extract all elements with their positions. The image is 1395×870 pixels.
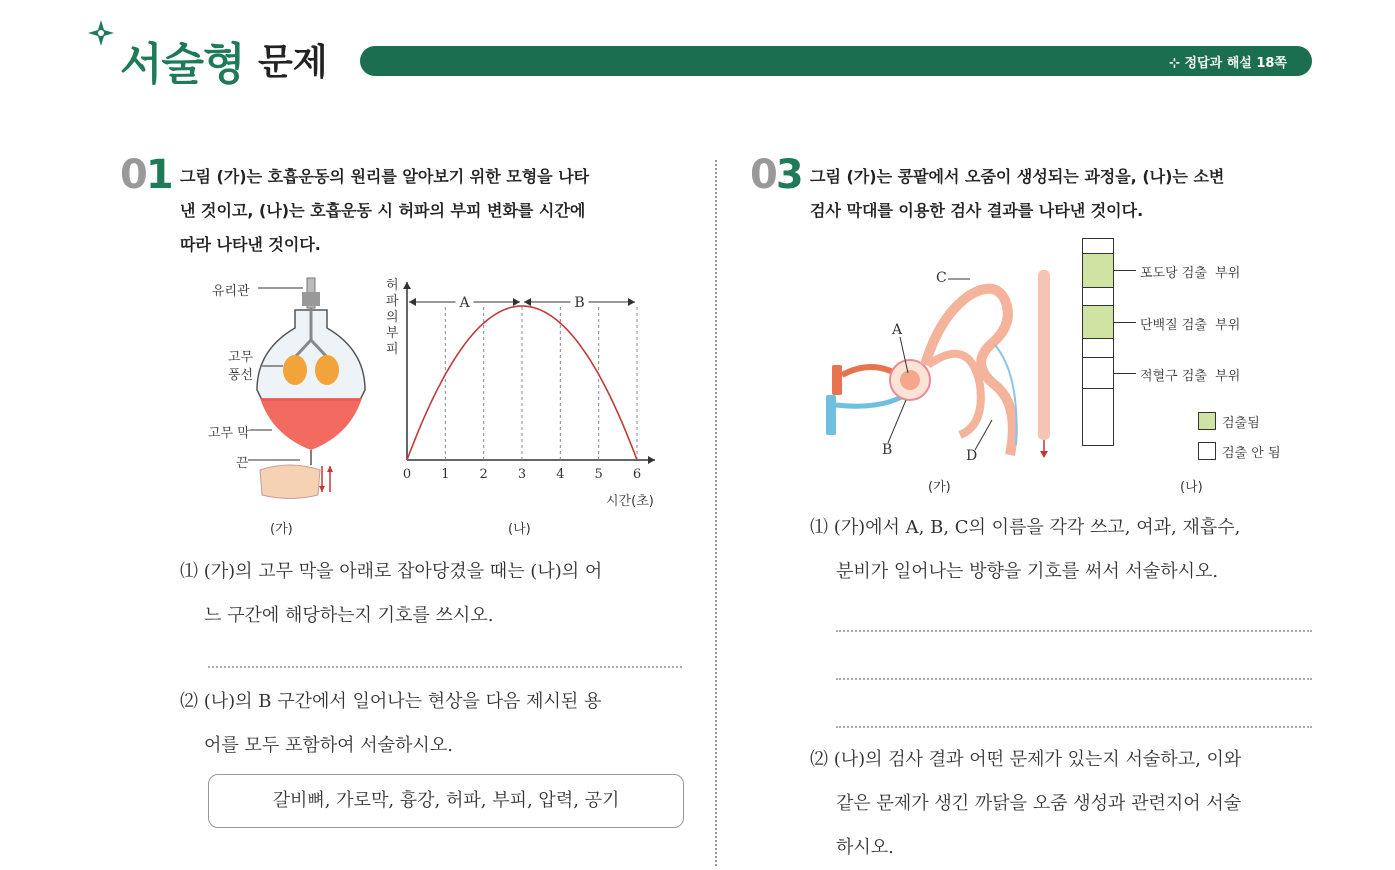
section-subtitle: 문제 [258, 34, 328, 85]
q3-subquestion-1: ⑴ (가)에서 A, B, C의 이름을 각각 쓰고, 여과, 재흡수, 분비가 일어나는 방향을 기호를 써서 서술하시오. [810, 506, 1330, 594]
label-glucose-area: 포도당 검출 부위 [1140, 262, 1240, 281]
legend-detected-swatch [1198, 412, 1216, 430]
column-divider [715, 160, 717, 866]
figure-caption-ga-3: (가) [928, 476, 951, 495]
legend-detected-label: 검출됨 [1222, 412, 1260, 431]
x-tick-label: 0 [403, 467, 411, 482]
chart-ylabel: 허파의 부피 [386, 278, 400, 358]
label-D: D [966, 448, 977, 464]
respiration-model-figure [200, 270, 370, 530]
interval-arrowhead [524, 298, 531, 306]
lung-volume-chart [380, 268, 670, 518]
lung-volume-line [407, 306, 637, 460]
label-protein-area: 단백질 검출 부위 [1140, 314, 1240, 333]
q3-subquestion-2: ⑵ (나)의 검사 결과 어떤 문제가 있는지 서술하고, 이와 같은 문제가 생긴 까닭을 오줌 생성과 관련지어 서술 하시오. [810, 738, 1330, 870]
figure-caption-na: (나) [508, 518, 531, 537]
label-rubber-membrane: 고무 막 [208, 422, 250, 441]
crosshair-icon: ⊹ [1169, 56, 1184, 71]
keyword-box: 갈비뼈, 가로막, 흉강, 허파, 부피, 압력, 공기 [208, 774, 684, 828]
label-string: 끈 [236, 452, 249, 471]
strip-pad-rbc [1083, 358, 1113, 389]
label-A: A [892, 322, 902, 338]
question-3-text: 그림 (가)는 콩팥에서 오줌이 생성되는 과정을, (나)는 소변 검사 막대를 이용한 검사 결과를 나타낸 것이다. [810, 160, 1320, 228]
interval-label: A [458, 295, 470, 311]
section-title: 서술형 [120, 28, 245, 92]
q1-subquestion-2: ⑵ (나)의 B 구간에서 일어나는 현상을 다음 제시된 용 어를 모두 포함하여 서술하시오. [180, 680, 700, 768]
legend-not-detected-label: 검출 안 됨 [1222, 442, 1281, 461]
label-balloon: 고무 풍선 [228, 349, 253, 385]
answer-line[interactable] [836, 726, 1312, 728]
interval-arrowhead [513, 298, 520, 306]
question-number-3: 03 [750, 152, 802, 198]
interval-label: B [574, 295, 584, 311]
x-axis-arrow [648, 456, 655, 464]
figure-caption-na-3: (나) [1180, 476, 1203, 495]
answer-reference: ⊹ 정답과 해설 18쪽 [1169, 52, 1287, 71]
x-tick-label: 5 [595, 467, 603, 482]
x-tick-label: 2 [480, 467, 488, 482]
question-1-text: 그림 (가)는 호흡운동의 원리를 알아보기 위한 모형을 나타 낸 것이고, (나)는 호흡운동 시 허파의 부피 변화를 시간에 따라 나타낸 것이다. [180, 160, 700, 262]
sparkle-icon [86, 18, 116, 52]
label-C: C [936, 270, 947, 286]
x-tick-label: 6 [633, 467, 641, 482]
answer-line[interactable] [208, 666, 682, 668]
x-tick-label: 4 [556, 467, 564, 482]
nephron-figure [820, 255, 1060, 475]
x-tick-label: 1 [441, 467, 449, 482]
q1-subquestion-1: ⑴ (가)의 고무 막을 아래로 잡아당겼을 때는 (나)의 어 느 구간에 해당하는지 기호를 쓰시오. [180, 550, 700, 638]
answer-line[interactable] [836, 678, 1312, 680]
label-glass-tube: 유리관 [212, 280, 250, 299]
test-strip [1082, 238, 1114, 446]
figure-caption-ga: (가) [270, 518, 293, 537]
strip-leader-1 [1114, 270, 1136, 271]
legend-not-detected-swatch [1198, 442, 1216, 460]
strip-leader-3 [1114, 373, 1136, 374]
interval-arrowhead [409, 298, 416, 306]
label-rbc-area: 적혈구 검출 부위 [1140, 365, 1240, 384]
question-number-1: 01 [120, 152, 172, 198]
strip-pad-protein [1083, 306, 1113, 339]
interval-arrowhead [628, 298, 635, 306]
y-axis-arrow [403, 282, 411, 289]
chart-xlabel: 시간(초) [606, 490, 654, 509]
strip-pad-glucose [1083, 254, 1113, 288]
answer-line[interactable] [836, 630, 1312, 632]
label-B: B [882, 442, 892, 458]
x-tick-label: 3 [518, 467, 526, 482]
strip-leader-2 [1114, 322, 1136, 323]
